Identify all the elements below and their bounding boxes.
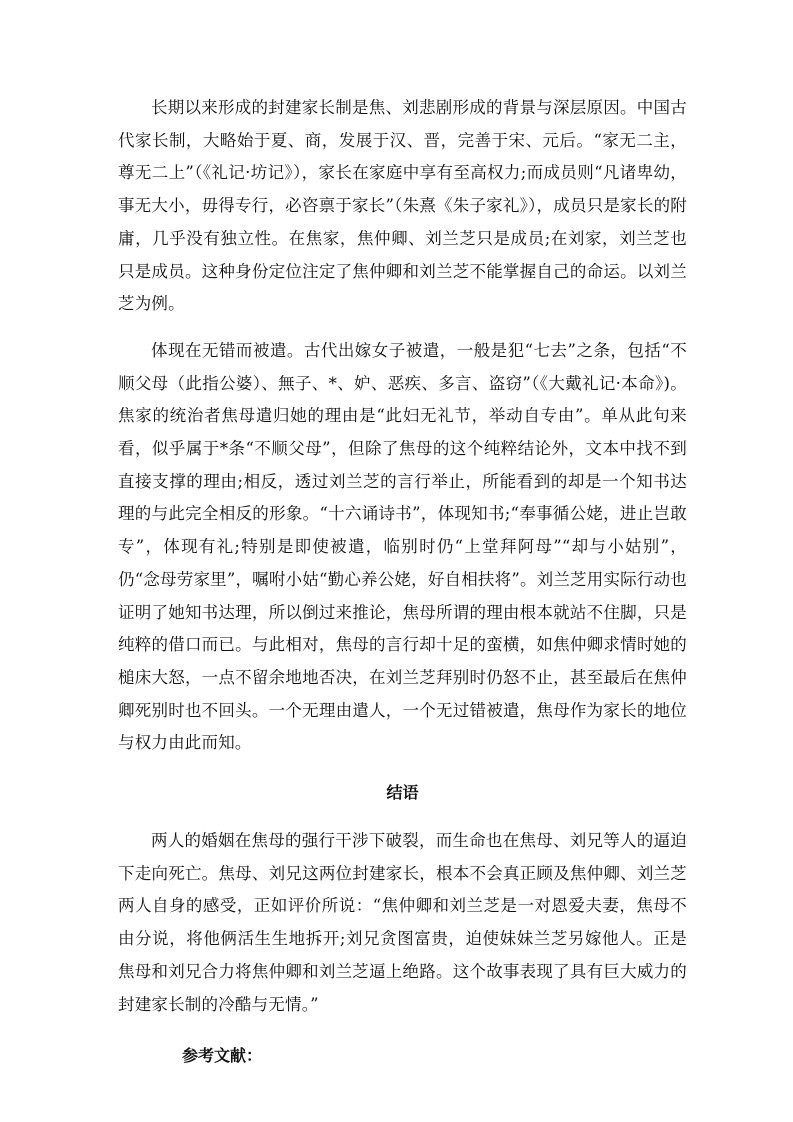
body-paragraph-3: 两人的婚姻在焦母的强行干涉下破裂，而生命也在焦母、刘兄等人的逼迫下走向死亡。焦母、刘兄这两位封建家长，根本不会真正顾及焦仲卿、刘兰芝两人自身的感受，正如评价所说：“焦仲卿和刘兰芝是一对恩爱夫妻，焦母不由分说，将他俩活生生地拆开;刘兄贪图富贵，迫使妹妹兰芝另嫁他人。正是焦母和刘兄合力将焦仲卿和刘兰芝逼上绝路。这个故事表现了具有巨大威力的封建家长制的冷酷与无情。” bbox=[118, 831, 687, 1014]
body-paragraph-1: 长期以来形成的封建家长制是焦、刘悲剧形成的背景与深层原因。中国古代家长制，大略始于夏、商，发展于汉、晋，完善于宋、元后。“家无二主，尊无二上”（《礼记·坊记》），家长在家庭中享有至高权力;而成员则“凡诸卑幼，事无大小，毋得专行，必咨禀于家长”（朱熹《朱子家礼》），成员只是家长的附庸，几乎没有独立性。在焦家，焦仲卿、刘兰芝只是成员;在刘家，刘兰芝也只是成员。这种身份定位注定了焦仲卿和刘兰芝不能掌握自己的命运。以刘兰芝为例。 bbox=[118, 98, 687, 314]
references-label: 参考文献： bbox=[182, 1046, 263, 1066]
section-heading-conclusion: 结语 bbox=[386, 783, 419, 803]
body-paragraph-2: 体现在无错而被遣。古代出嫁女子被遣，一般是犯“七去”之条，包括“不顺父母（此指公婆）、無子、*、妒、恶疾、多言、盗窃”（《大戴礼记·本命》)。焦家的统治者焦母遣归她的理由是“此妇无礼节，举动自专由”。单从此句来看，似乎属于*条“不顺父母”，但除了焦母的这个纯粹结论外，文本中找不到直接支撑的理由;相反，透过刘兰芝的言行举止，所能看到的却是一个知书达理的与此完全相反的形象。“十六诵诗书”，体现知书;“奉事循公姥，进止岂敢专”，体现有礼;特别是即使被遣，临别时仍“上堂拜阿母”“却与小姑别”，仍“念母劳家里”，嘱咐小姑“勤心养公姥，好自相扶将”。刘兰芝用实际行动也证明了她知书达理，所以倒过来推论，焦母所谓的理由根本就站不住脚，只是纯粹的借口而已。与此相对，焦母的言行却十足的蛮横，如焦仲卿求情时她的槌床大怒，一点不留余地地否决，在刘兰芝拜别时仍怒不止，甚至最后在焦仲卿死别时也不回头。一个无理由遣人，一个无过错被遣，焦母作为家长的地位与权力由此而知。 bbox=[118, 340, 687, 753]
